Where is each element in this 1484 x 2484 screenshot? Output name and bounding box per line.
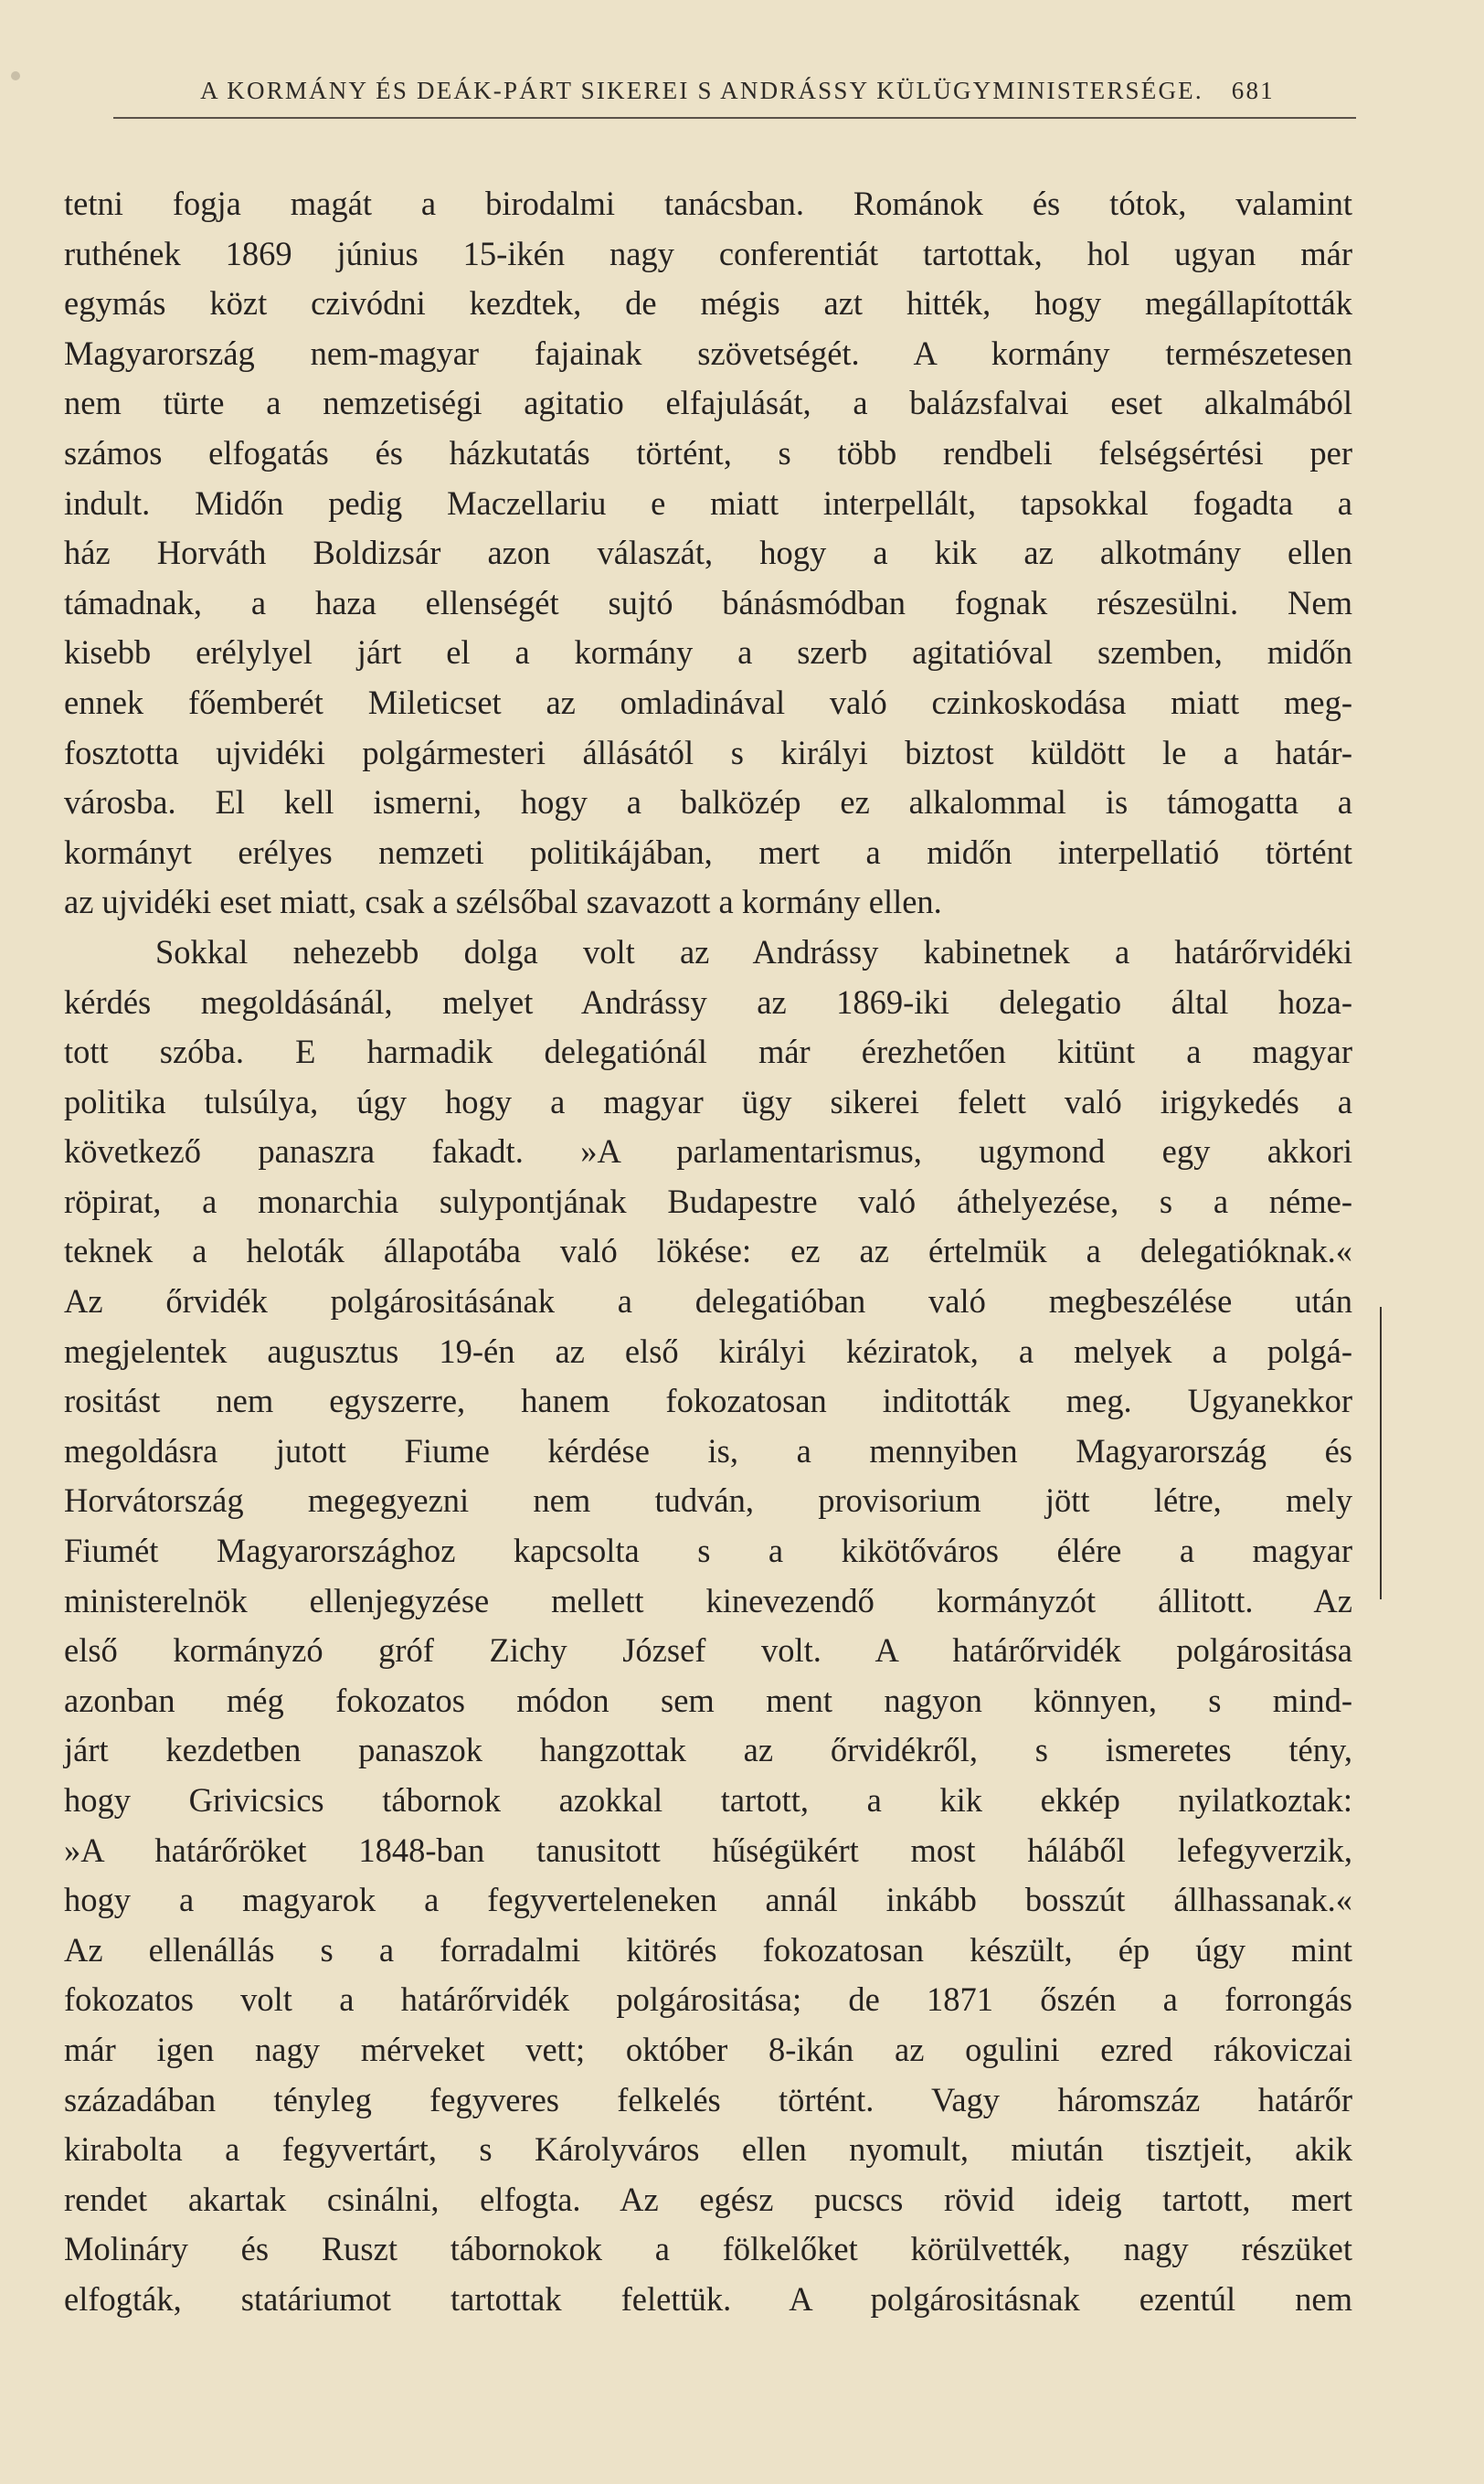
text-line: Magyarország nem-magyar fajainak szövetségét. A kormány természetesen	[64, 334, 1352, 372]
text-line: tetni fogja magát a birodalmi tanácsban. Románok és tótok, valamint	[64, 185, 1352, 222]
text-line: századában tényleg fegyveres felkelés történt. Vagy háromszáz határőr	[64, 2080, 1352, 2118]
text-line: kirabolta a fegyvertárt, s Károlyváros ellen nyomult, miután tisztjeit, akik	[64, 2130, 1352, 2169]
text-line: ruthének 1869 június 15-ikén nagy conferentiát tartottak, hol ugyan már	[64, 234, 1352, 272]
text-line: járt kezdetben panaszok hangzottak az őrvidékről, s ismeretes tény,	[64, 1731, 1352, 1769]
text-line: kormányt erélyes nemzeti politikájában, mert a midőn interpellatió történt	[64, 833, 1352, 871]
text-line: az ujvidéki eset miatt, csak a szélsőbal szavazott a kormány ellen.	[64, 883, 942, 921]
text-line: rendet akartak csinálni, elfogta. Az egész pucscs rövid ideig tartott, mert	[64, 2180, 1352, 2218]
text-line: politika tulsúlya, úgy hogy a magyar ügy sikerei felett való irigykedés a	[64, 1082, 1352, 1120]
running-header-title: A KORMÁNY ÉS DEÁK-PÁRT SIKEREI S ANDRÁSSY KÜLÜGYMINISTERSÉGE.	[200, 77, 1203, 104]
text-line: hogy a magyarok a fegyverteleneken annál inkább bosszút állhassanak.«	[64, 1881, 1352, 1919]
text-line: azonban még fokozatos módon sem ment nagyon könnyen, s mind-	[64, 1681, 1352, 1719]
text-line: rositást nem egyszerre, hanem fokozatosan inditották meg. Ugyanekkor	[64, 1382, 1352, 1420]
header-rule	[113, 117, 1356, 119]
text-line: már igen nagy mérveket vett; október 8-ikán az ogulini ezred rákoviczai	[64, 2030, 1352, 2068]
paper-speck	[11, 71, 20, 80]
text-line: »A határőröket 1848-ban tanusitott hűségükért most háláből lefegyverzik,	[64, 1831, 1352, 1869]
text-line: teknek a heloták állapotába való lökése: ez az értelmük a delegatióknak.«	[64, 1232, 1352, 1270]
text-line: fosztotta ujvidéki polgármesteri állásától s királyi biztost küldött le a határ-	[64, 733, 1352, 771]
text-line: kérdés megoldásánál, melyet Andrássy az 1869-iki delegatio által hoza-	[64, 982, 1352, 1021]
text-line: Sokkal nehezebb dolga volt az Andrássy kabinetnek a határőrvidéki	[155, 932, 1352, 971]
text-line: Az ellenállás s a forradalmi kitörés fokozatosan készült, ép úgy mint	[64, 1930, 1352, 1969]
text-line: Fiumét Magyarországhoz kapcsolta s a kikötőváros élére a magyar	[64, 1532, 1352, 1570]
text-line: ház Horváth Boldizsár azon válaszát, hogy a kik az alkotmány ellen	[64, 534, 1352, 572]
text-line: röpirat, a monarchia sulypontjának Budapestre való áthelyezése, s a néme-	[64, 1182, 1352, 1220]
page-number: 681	[1231, 77, 1275, 104]
text-line: nem türte a nemzetiségi agitatio elfajulását, a balázsfalvai eset alkalmából	[64, 384, 1352, 422]
text-line: első kormányzó gróf Zichy József volt. A határőrvidék polgárositása	[64, 1631, 1352, 1670]
text-line: támadnak, a haza ellenségét sujtó bánásmódban fognak részesülni. Nem	[64, 583, 1352, 621]
text-line: ministerelnök ellenjegyzése mellett kinevezendő kormányzót állitott. Az	[64, 1581, 1352, 1619]
text-line: kisebb erélylyel járt el a kormány a szerb agitatióval szemben, midőn	[64, 633, 1352, 672]
text-line: számos elfogatás és házkutatás történt, s több rendbeli felségsértési per	[64, 433, 1352, 472]
running-header	[113, 77, 1362, 105]
text-line: Horvátország megegyezni nem tudván, provisorium jött létre, mely	[64, 1481, 1352, 1520]
text-line: ennek főemberét Mileticset az omladinával való czinkoskodása miatt meg-	[64, 683, 1352, 721]
text-line: hogy Grivicsics tábornok azokkal tartott, a kik ekkép nyilatkoztak:	[64, 1781, 1352, 1819]
text-line: városba. El kell ismerni, hogy a balközép ez alkalommal is támogatta a	[64, 783, 1352, 822]
text-line: megjelentek augusztus 19-én az első királyi kéziratok, a melyek a polgá-	[64, 1332, 1352, 1370]
text-line: fokozatos volt a határőrvidék polgárositása; de 1871 őszén a forrongás	[64, 1980, 1352, 2019]
text-line: következő panaszra fakadt. »A parlamentarismus, ugymond egy akkori	[64, 1132, 1352, 1171]
body-text	[64, 179, 1352, 2325]
text-line: egymás közt czivódni kezdtek, de mégis azt hitték, hogy megállapították	[64, 284, 1352, 323]
text-line: indult. Midőn pedig Maczellariu e miatt interpellált, tapsokkal fogadta a	[64, 483, 1352, 522]
margin-bracket-mark	[1371, 1307, 1382, 1599]
text-line: tott szóba. E harmadik delegatiónál már érezhetően kitünt a magyar	[64, 1033, 1352, 1071]
text-line: elfogták, statáriumot tartottak felettük. A polgárositásnak ezentúl nem	[64, 2279, 1352, 2318]
text-line: Molináry és Ruszt tábornokok a fölkelőket körülvették, nagy részüket	[64, 2230, 1352, 2268]
text-line: Az őrvidék polgárositásának a delegatióban való megbeszélése után	[64, 1282, 1352, 1321]
text-line: megoldásra jutott Fiume kérdése is, a mennyiben Magyarország és	[64, 1431, 1352, 1470]
